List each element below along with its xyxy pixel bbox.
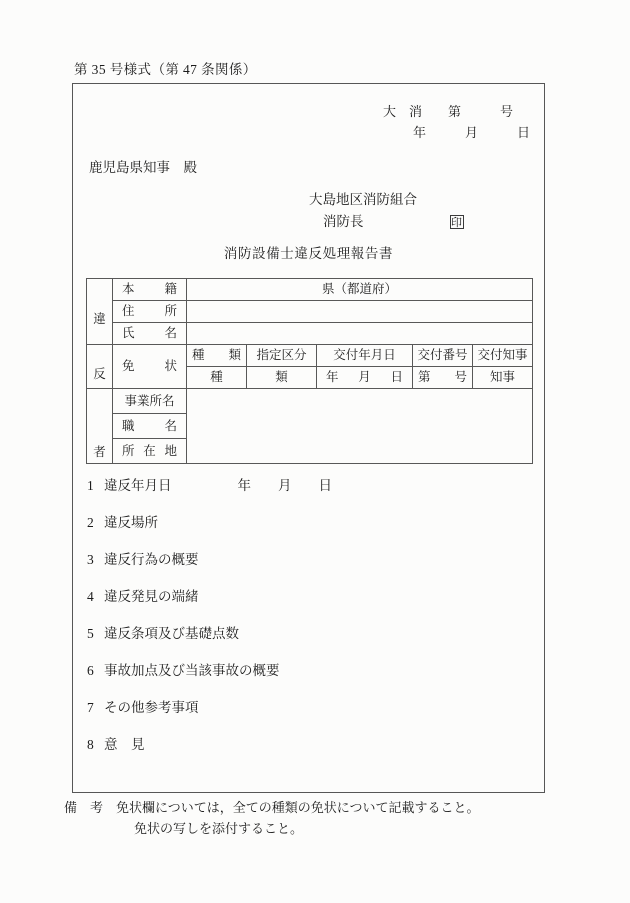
spine-char-2: 反 xyxy=(93,366,106,381)
header-kofu-bango: 交付番号 xyxy=(413,345,473,367)
header-shurui: 種 類 xyxy=(187,345,247,367)
header-kofu-chiji: 交付知事 xyxy=(473,345,533,367)
spine-cell-iii xyxy=(87,389,113,464)
note-first-line xyxy=(64,797,480,818)
list-item xyxy=(87,659,534,696)
table-row xyxy=(87,323,533,345)
label-shozaichi: 所 在 地 xyxy=(113,439,187,464)
item-number: 7 xyxy=(87,700,94,715)
item-label: 違反条項及び基礎点数 xyxy=(104,626,239,641)
list-item xyxy=(87,548,534,585)
item-tail[interactable]: 年 月 日 xyxy=(237,478,332,493)
item-number: 6 xyxy=(87,663,94,678)
item-label: 事故加点及び当該事故の概要 xyxy=(104,663,280,678)
header-shitei-kubun: 指定区分 xyxy=(247,345,317,367)
note-text-1: 免状欄については，全ての種類の免状について記載すること。 xyxy=(116,800,480,815)
document-number: 大 消 第 号 xyxy=(382,104,513,119)
item-label: 違反年月日 xyxy=(104,478,172,493)
item-label: 違反行為の概要 xyxy=(104,552,199,567)
spine-cell-ii xyxy=(87,345,113,389)
field-shurui[interactable]: 種 xyxy=(187,367,247,389)
violator-table xyxy=(86,278,533,464)
item-number: 2 xyxy=(87,515,94,530)
document-number-block xyxy=(383,101,530,143)
issuer-block xyxy=(309,189,464,233)
table-row xyxy=(87,279,533,301)
item-number: 4 xyxy=(87,589,94,604)
numbered-items xyxy=(87,474,534,770)
list-item xyxy=(87,585,534,622)
field-kofu-bango[interactable]: 第 号 xyxy=(413,367,473,389)
item-label: 意 見 xyxy=(104,737,145,752)
issuer-title: 消防長 xyxy=(323,214,364,229)
form-frame xyxy=(72,83,545,793)
note-text-2: 免状の写しを添付すること。 xyxy=(134,821,304,836)
item-label: 違反発見の端緒 xyxy=(104,589,199,604)
table-row xyxy=(87,389,533,414)
header-kofu-nengappi: 交付年月日 xyxy=(317,345,413,367)
item-number: 8 xyxy=(87,737,94,752)
addressee: 鹿児島県知事 殿 xyxy=(89,160,197,175)
value-shimei[interactable] xyxy=(187,323,533,345)
value-jusho[interactable] xyxy=(187,301,533,323)
field-kofu-nengappi[interactable]: 年 月 日 xyxy=(317,367,413,389)
document-date: 年 月 日 xyxy=(412,125,530,140)
label-jusho: 住 所 xyxy=(113,301,187,323)
label-jigyosho: 事業所名 xyxy=(113,389,187,414)
label-menjo: 免 状 xyxy=(113,345,187,389)
label-shimei: 氏 名 xyxy=(113,323,187,345)
issuer-organization: 大島地区消防組合 xyxy=(309,192,417,207)
footer-note xyxy=(64,797,480,839)
field-kofu-chiji[interactable]: 知事 xyxy=(473,367,533,389)
label-shokumei: 職 名 xyxy=(113,414,187,439)
issuer-title-row xyxy=(309,211,464,233)
list-item xyxy=(87,622,534,659)
spine-char-3: 者 xyxy=(93,444,106,459)
label-honseki: 本 籍 xyxy=(113,279,187,301)
item-label: その他参考事項 xyxy=(104,700,199,715)
item-number: 5 xyxy=(87,626,94,641)
list-item xyxy=(87,474,534,511)
spine-char-1: 違 xyxy=(93,311,106,326)
value-workplace[interactable] xyxy=(187,389,533,464)
form-number: 第 35 号様式（第 47 条関係） xyxy=(74,62,257,77)
seal-icon: 印 xyxy=(451,216,462,229)
item-number: 1 xyxy=(87,478,94,493)
list-item xyxy=(87,511,534,548)
spine-cell-i xyxy=(87,279,113,345)
value-honseki: 県（都道府） xyxy=(187,279,533,301)
table-row xyxy=(87,345,533,367)
field-shitei-kubun[interactable]: 類 xyxy=(247,367,317,389)
list-item xyxy=(87,696,534,733)
item-number: 3 xyxy=(87,552,94,567)
table-row xyxy=(87,301,533,323)
page-title: 消防設備士違反処理報告書 xyxy=(223,246,394,261)
list-item xyxy=(87,733,534,770)
note-label: 備 考 xyxy=(64,800,104,815)
item-label: 違反場所 xyxy=(104,515,158,530)
